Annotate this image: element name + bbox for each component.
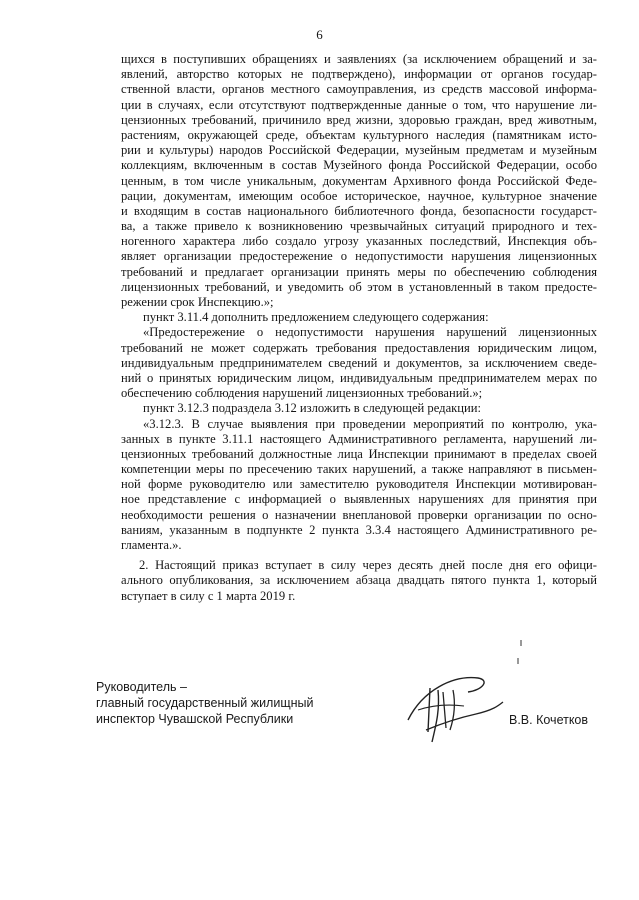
text-line: коллекциям, включенным в состав Музейного фонда Российской Федерации, особо — [121, 158, 597, 173]
document-body — [121, 52, 597, 604]
text-line: ального опубликования, за исключением абзаца двадцать пятого пункта 1, который — [121, 573, 597, 588]
text-line: ва, а также привело к возникновению чрезвычайных ситуаций природного и тех- — [121, 219, 597, 234]
text-line: ной форме руководителю или заместителю руководителя Инспекции мотивирован- — [121, 477, 597, 492]
signatory-name: В.В. Кочетков — [509, 713, 589, 727]
handwritten-signature — [398, 670, 508, 750]
text-line: ственной власти, органов местного самоуправления, из средств массовой информа- — [121, 82, 597, 97]
text-line: режении срок Инспекцию.»; — [121, 295, 274, 309]
text-line: требований и предлагает организации принять меры по обеспечению соблюдения — [121, 264, 597, 279]
page-number: 6 — [316, 27, 323, 42]
text-line: являет организации предостережение о недопустимости нарушения лицензионных — [121, 249, 597, 264]
text-line: необходимости решения о назначении внеплановой проверки организации по осно- — [121, 507, 597, 522]
text-line: ваниям, указанным в подпункте 2 пункта 3.3.4 настоящего Административного ре- — [121, 522, 597, 537]
text-line: лицензионных требований, и уведомить об этом в установленный в таком предосте- — [121, 279, 597, 294]
text-line: вступает в силу с 1 марта 2019 г. — [121, 588, 296, 603]
text-line: требований не может содержать требования предоставления юридическим лицом, — [121, 340, 597, 355]
text-line: ции в случаях, если отсутствуют подтвержденные данные о том, что нарушение ли- — [121, 97, 597, 112]
text-line: 2. Настоящий приказ вступает в силу через десять дней после дня его офици- — [139, 558, 597, 573]
text-line: «3.12.3. В случае выявления при проведении мероприятий по контролю, ука- — [143, 416, 597, 431]
text-line: компетенции меры по пресечению таких нарушений, а также направляют в письмен- — [121, 462, 597, 477]
signatory-title — [96, 679, 313, 727]
text-line: обеспечению соблюдения нарушений лицензионных требований.»; — [121, 386, 483, 401]
text-line: цензионных требований, причинило вред жизни, здоровью граждан, вред животным, — [121, 112, 597, 127]
paragraph-inspection-warning — [121, 52, 597, 310]
text-line: индивидуальным предпринимателем сведений и документов, за исключением сведе- — [121, 355, 597, 370]
signatory-position-line1: Руководитель – — [96, 680, 187, 694]
text-line: ценным, в том числе уникальным, документам Архивного фонда Российской Феде- — [121, 173, 597, 188]
signatory-position-line3: инспектор Чувашской Республики — [96, 712, 294, 726]
text-line: цензионных требований должностные лица Инспекции принимают в пределах своей — [121, 446, 597, 461]
text-line: рации, документам, имеющим особое историческое, научное, культурное значение — [121, 188, 597, 203]
text-line: растениям, окружающей среде, объектам культурного наследия (памятникам исто- — [121, 127, 597, 142]
margin-marks — [515, 640, 525, 670]
text-line: гламента.». — [121, 538, 182, 552]
text-line: ное представление с информацией о выявленных нарушениях для принятия при — [121, 492, 597, 507]
paragraph-warning-content — [121, 325, 597, 401]
paragraph-amend-3-12-3: пункт 3.12.3 подраздела 3.12 изложить в следующей редакции: — [143, 401, 481, 416]
paragraph-entry-into-force — [121, 558, 597, 604]
text-line: ногенного характера либо создало угрозу указанных последствий, Инспекция объ- — [121, 234, 597, 249]
text-line: щихся в поступивших обращениях и заявлениях (за исключением обращений и за- — [121, 52, 597, 66]
paragraph-new-3-12-3 — [121, 417, 597, 554]
text-line: «Предостережение о недопустимости нарушения нарушений лицензионных — [143, 325, 597, 340]
text-line: рии и культуры) народов Российской Федерации, музейным предметам и музейным — [121, 143, 597, 158]
text-line: явлений, авторство которых не подтверждено), информации от органов государ- — [121, 67, 597, 82]
text-line: ний о принятых юридическим лицом, индивидуальным предпринимателем мерах по — [121, 370, 597, 385]
text-line: и входящим в состав национального библиотечного фонда, безопасности государст- — [121, 203, 597, 218]
paragraph-amend-3-11-4: пункт 3.11.4 дополнить предложением следующего содержания: — [143, 310, 489, 325]
signatory-position-line2: главный государственный жилищный — [96, 696, 314, 710]
text-line: занных в пункте 3.11.1 настоящего Административного регламента, нарушений ли- — [121, 431, 597, 446]
